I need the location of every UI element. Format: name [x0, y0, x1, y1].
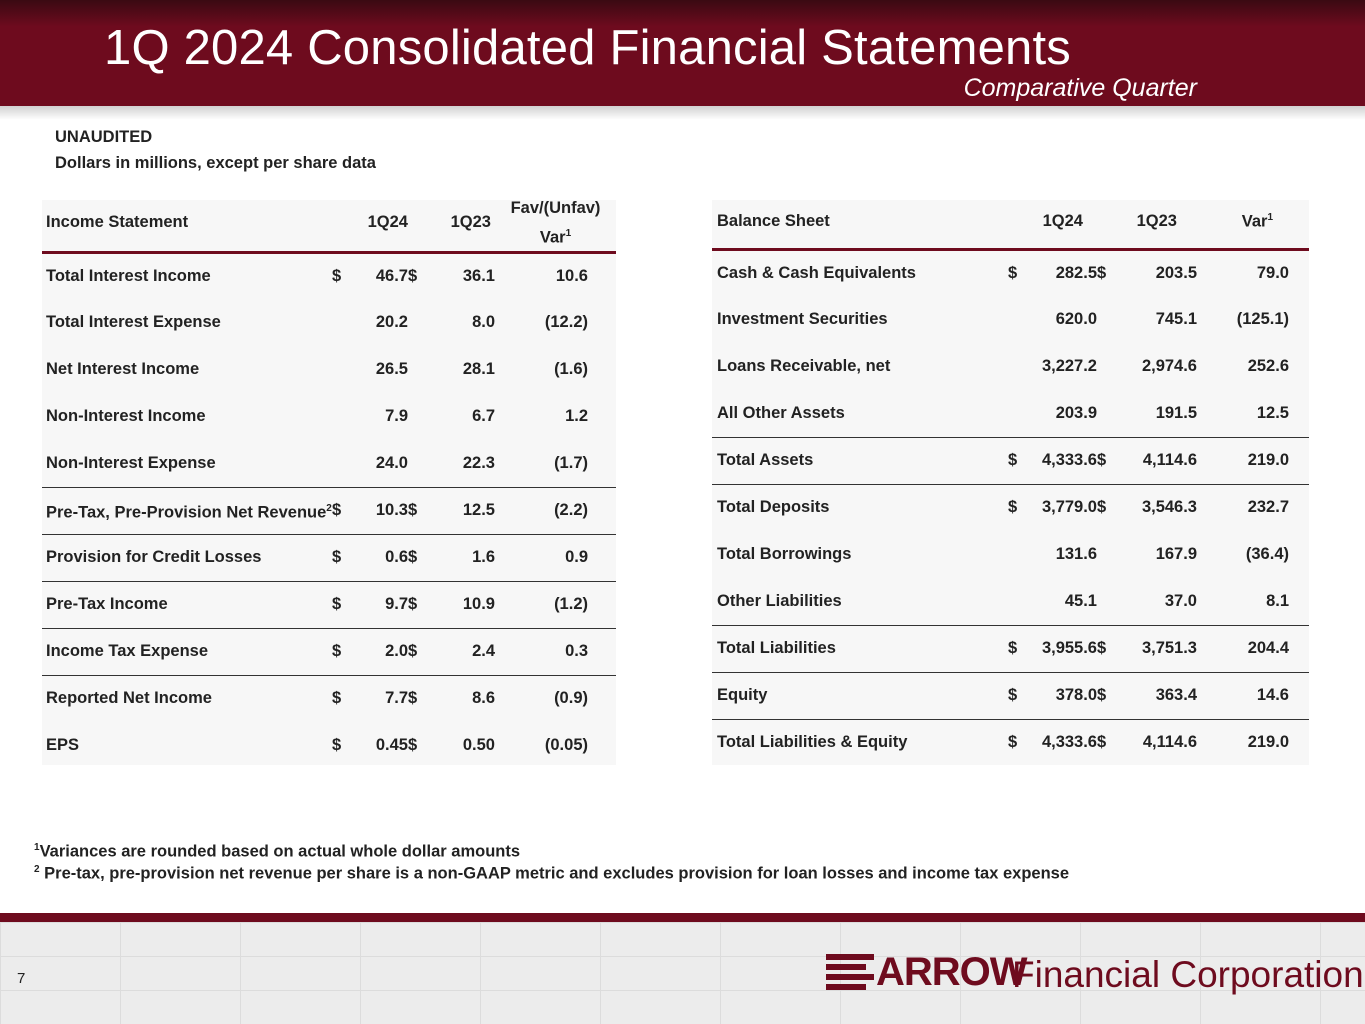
row-variance: 0.9	[495, 534, 588, 581]
row-currency-1q24: $	[332, 689, 342, 708]
row-currency-1q23	[1097, 531, 1117, 578]
row-spacer	[588, 722, 616, 769]
row-variance: (1.6)	[554, 360, 588, 378]
unaudited-note: UNAUDITED	[55, 128, 153, 146]
row-value-1q23: 167.9	[1155, 545, 1197, 563]
row-label: Total Deposits	[717, 498, 830, 517]
row-value-1q23: 8.0	[472, 313, 495, 331]
row-value-1q24: 3,955.6	[1028, 625, 1097, 672]
row-variance: 0.3	[495, 628, 588, 675]
row-label: Total Borrowings	[717, 545, 852, 563]
row-value-1q23: 4,114.6	[1142, 733, 1197, 752]
row-spacer	[1289, 249, 1309, 296]
row-currency-1q24	[1008, 578, 1028, 625]
footnote-1-text: Variances are rounded based on actual whole dollar amounts	[39, 842, 521, 861]
row-spacer	[1289, 578, 1309, 625]
row-spacer	[1289, 390, 1309, 437]
row-label: Reported Net Income	[46, 689, 212, 708]
table-row	[712, 484, 1309, 531]
row-label: Provision for Credit Losses	[42, 534, 332, 581]
row-value-1q23: 2.4	[428, 628, 495, 675]
row-value-1q24: 4,333.6	[1041, 733, 1097, 752]
row-value-1q24: 24.0	[352, 440, 408, 487]
units-note: Dollars in millions, except per share data	[55, 154, 376, 172]
row-label: Loans Receivable, net	[717, 357, 891, 375]
row-currency-1q23	[1097, 390, 1117, 437]
row-variance: 14.6	[1197, 672, 1289, 719]
row-spacer	[588, 393, 616, 440]
row-value-1q23: 4,114.6	[1117, 437, 1197, 484]
table-row	[42, 487, 616, 534]
table-row	[712, 719, 1309, 766]
table-row	[712, 578, 1309, 625]
page-title: 1Q 2024 Consolidated Financial Statements	[104, 21, 1072, 75]
arrow-logo-icon	[826, 954, 874, 994]
row-value-1q24: 20.2	[375, 313, 408, 331]
table-header-row	[42, 195, 616, 252]
row-currency-1q23	[408, 299, 428, 346]
row-label: Total Interest Income	[46, 266, 211, 285]
page-subtitle: Comparative Quarter	[963, 74, 1197, 102]
row-variance: 219.0	[1197, 437, 1289, 484]
row-label: Total Liabilities	[712, 625, 1008, 672]
row-currency-1q23	[408, 393, 428, 440]
row-label-footnote: 2	[326, 502, 332, 514]
row-value-1q24: 46.7	[375, 266, 408, 285]
row-currency-1q24: $	[1008, 263, 1018, 282]
row-value-1q24: 10.3	[352, 487, 408, 534]
footnote-1-marker: 1	[34, 842, 40, 853]
income-header-var-line2: Var	[539, 228, 566, 247]
row-spacer	[588, 440, 616, 487]
row-currency-1q23	[1097, 343, 1117, 390]
row-currency-1q24	[332, 299, 352, 346]
row-currency-1q24: $	[332, 581, 352, 628]
row-variance: (125.1)	[1236, 310, 1289, 328]
table-row	[42, 628, 616, 675]
row-value-1q23: 37.0	[1117, 578, 1197, 625]
row-currency-1q24	[332, 393, 352, 440]
row-value-1q23: 2,974.6	[1141, 357, 1197, 375]
row-currency-1q24: $	[1008, 672, 1028, 719]
table-row	[712, 672, 1309, 719]
row-value-1q24: 7.9	[385, 407, 408, 425]
row-spacer	[1289, 296, 1309, 343]
row-label: Investment Securities	[717, 310, 888, 328]
row-currency-1q23: $	[408, 736, 418, 754]
row-currency-1q23	[1097, 578, 1117, 625]
row-value-1q23: 0.50	[462, 736, 495, 754]
row-currency-1q24: $	[332, 534, 352, 581]
row-label: Non-Interest Expense	[42, 440, 332, 487]
table-row	[42, 440, 616, 487]
row-value-1q23: 8.6	[472, 689, 495, 708]
row-currency-1q23: $	[408, 534, 428, 581]
row-currency-1q23: $	[408, 487, 428, 534]
row-currency-1q23	[1097, 296, 1117, 343]
footnote-1	[34, 842, 520, 862]
row-currency-1q23: $	[1097, 733, 1107, 752]
table-row	[42, 346, 616, 393]
row-variance: 204.4	[1197, 625, 1289, 672]
balance-header-1q24: 1Q24	[1008, 195, 1097, 249]
row-spacer	[1289, 437, 1309, 484]
logo-company-name: Financial Corporation	[1012, 954, 1364, 995]
row-spacer	[588, 534, 616, 581]
header-shadow	[0, 106, 1365, 120]
income-header-1q24: 1Q24	[332, 195, 408, 252]
row-spacer	[1289, 484, 1309, 531]
income-header-var-sup: 1	[565, 228, 572, 239]
table-row	[712, 343, 1309, 390]
row-variance: 79.0	[1256, 263, 1289, 282]
row-spacer	[1289, 343, 1309, 390]
row-currency-1q24	[1008, 531, 1028, 578]
row-variance: 10.6	[555, 266, 588, 285]
row-currency-1q23: $	[408, 689, 418, 708]
row-label: Non-Interest Income	[46, 407, 206, 425]
row-variance: (0.05)	[544, 736, 588, 754]
row-label: Net Interest Income	[46, 360, 200, 378]
row-spacer	[1289, 672, 1309, 719]
row-currency-1q24: $	[1008, 498, 1018, 517]
row-value-1q24: 45.1	[1028, 578, 1097, 625]
row-currency-1q24: $	[332, 487, 352, 534]
income-header-1q23: 1Q23	[408, 195, 495, 252]
row-variance: 12.5	[1197, 390, 1289, 437]
row-spacer	[1289, 719, 1309, 766]
row-label: Total Assets	[712, 437, 1008, 484]
page-number: 7	[17, 970, 26, 987]
row-value-1q23: 22.3	[428, 440, 495, 487]
row-value-1q24: 620.0	[1055, 310, 1097, 328]
row-currency-1q23: $	[1097, 498, 1107, 517]
header-bar	[0, 0, 1365, 106]
table-row	[712, 531, 1309, 578]
row-spacer	[588, 581, 616, 628]
row-value-1q24: 378.0	[1028, 672, 1097, 719]
row-variance: (1.7)	[495, 440, 588, 487]
row-value-1q23: 10.9	[428, 581, 495, 628]
company-logo	[826, 948, 1364, 1000]
table-row	[42, 581, 616, 628]
row-value-1q23: 3,546.3	[1141, 498, 1197, 517]
row-variance: (1.2)	[495, 581, 588, 628]
row-currency-1q24: $	[332, 736, 342, 754]
row-currency-1q23: $	[408, 581, 428, 628]
row-label: EPS	[46, 736, 80, 754]
income-header-var-line1: Fav/(Unfav)	[510, 199, 601, 217]
row-currency-1q23: $	[1097, 263, 1107, 282]
income-header-var	[495, 195, 616, 252]
row-variance: (36.4)	[1245, 545, 1289, 563]
row-currency-1q24	[332, 440, 352, 487]
table-row	[712, 390, 1309, 437]
row-label: Total Interest Expense	[46, 313, 221, 331]
row-label: Cash & Cash Equivalents	[717, 263, 916, 282]
table-row	[42, 534, 616, 581]
row-value-1q24: 4,333.6	[1028, 437, 1097, 484]
row-currency-1q23	[408, 346, 428, 393]
balance-header-var	[1197, 195, 1309, 249]
row-currency-1q24: $	[1008, 625, 1028, 672]
footnote-2	[34, 864, 1069, 884]
row-currency-1q24: $	[332, 266, 342, 285]
row-value-1q24: 3,779.0	[1041, 498, 1097, 517]
row-currency-1q23: $	[1097, 672, 1117, 719]
income-statement-table	[42, 195, 616, 769]
row-label: Total Liabilities & Equity	[717, 733, 908, 752]
row-currency-1q23: $	[1097, 437, 1117, 484]
row-spacer	[1289, 625, 1309, 672]
row-spacer	[588, 299, 616, 346]
row-label: Other Liabilities	[712, 578, 1008, 625]
row-currency-1q24: $	[1008, 437, 1028, 484]
row-label: Income Tax Expense	[42, 628, 332, 675]
row-value-1q23: 191.5	[1117, 390, 1197, 437]
balance-header-1q23: 1Q23	[1097, 195, 1197, 249]
table-row	[42, 299, 616, 346]
table-row	[42, 675, 616, 722]
row-value-1q24: 0.45	[375, 736, 408, 754]
row-spacer	[588, 252, 616, 299]
row-label: All Other Assets	[712, 390, 1008, 437]
row-value-1q23: 3,751.3	[1117, 625, 1197, 672]
row-currency-1q24: $	[332, 628, 352, 675]
row-variance: (12.2)	[544, 313, 588, 331]
row-currency-1q24	[1008, 343, 1028, 390]
table-row	[712, 625, 1309, 672]
row-value-1q23: 6.7	[472, 407, 495, 425]
logo-brand-text: ARROW	[876, 950, 1027, 994]
row-value-1q23: 203.5	[1155, 263, 1197, 282]
row-spacer	[588, 346, 616, 393]
row-value-1q24: 131.6	[1055, 545, 1097, 563]
table-row	[42, 393, 616, 440]
row-currency-1q24	[332, 346, 352, 393]
row-value-1q24: 0.6	[352, 534, 408, 581]
row-variance: 1.2	[565, 407, 588, 425]
balance-sheet-table	[712, 195, 1309, 766]
row-value-1q24: 7.7	[385, 689, 408, 708]
row-value-1q23: 36.1	[462, 266, 495, 285]
row-currency-1q24	[1008, 390, 1028, 437]
row-currency-1q23: $	[1097, 625, 1117, 672]
footer-band	[0, 913, 1365, 922]
row-currency-1q24	[1008, 296, 1028, 343]
row-value-1q24: 282.5	[1055, 263, 1097, 282]
row-label-text: Pre-Tax, Pre-Provision Net Revenue	[46, 503, 327, 522]
balance-header-var-sup: 1	[1267, 211, 1273, 223]
row-currency-1q24: $	[1008, 733, 1018, 752]
row-value-1q23: 745.1	[1155, 310, 1197, 328]
row-value-1q24: 9.7	[352, 581, 408, 628]
row-spacer	[588, 675, 616, 722]
row-value-1q23: 12.5	[428, 487, 495, 534]
row-value-1q23: 1.6	[428, 534, 495, 581]
row-spacer	[1289, 531, 1309, 578]
row-value-1q23: 363.4	[1117, 672, 1197, 719]
footnote-2-marker: 2	[34, 864, 40, 875]
row-variance: (0.9)	[554, 689, 588, 708]
row-value-1q24: 203.9	[1028, 390, 1097, 437]
row-variance: 252.6	[1247, 357, 1289, 375]
balance-header-label: Balance Sheet	[712, 195, 1008, 249]
row-variance: 219.0	[1247, 733, 1289, 752]
table-row	[712, 249, 1309, 296]
row-spacer	[588, 487, 616, 534]
row-value-1q24: 3,227.2	[1041, 357, 1097, 375]
table-header-row	[712, 195, 1309, 249]
row-currency-1q23: $	[408, 628, 428, 675]
footnote-2-text: Pre-tax, pre-provision net revenue per share is a non-GAAP metric and excludes provision for loan losses and income tax expense	[39, 864, 1069, 883]
table-row	[42, 722, 616, 769]
row-label: Pre-Tax Income	[42, 581, 332, 628]
row-currency-1q23	[408, 440, 428, 487]
balance-header-var-label: Var	[1241, 212, 1268, 230]
table-row	[712, 296, 1309, 343]
row-label	[42, 487, 332, 534]
row-spacer	[588, 628, 616, 675]
row-variance: (2.2)	[495, 487, 588, 534]
row-value-1q23: 28.1	[462, 360, 495, 378]
row-currency-1q23: $	[408, 266, 418, 285]
table-row	[42, 252, 616, 299]
row-value-1q24: 2.0	[352, 628, 408, 675]
row-variance: 8.1	[1197, 578, 1289, 625]
row-variance: 232.7	[1247, 498, 1289, 517]
row-value-1q24: 26.5	[375, 360, 408, 378]
income-header-label: Income Statement	[42, 195, 332, 252]
row-label: Equity	[712, 672, 1008, 719]
table-row	[712, 437, 1309, 484]
